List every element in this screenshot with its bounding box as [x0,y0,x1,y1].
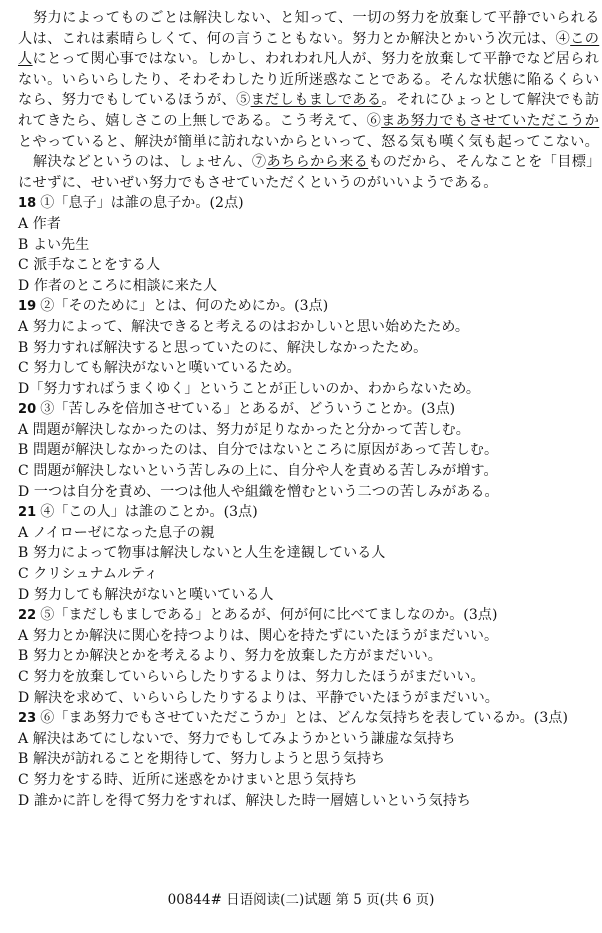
question-text: ⑥「まあ努力でもさせていただこうか」とは、どんな気持ちを表しているか。(3点) [40,710,569,727]
question-number: 22 [18,608,37,624]
answer-option: D「努力すればうまくゆく」ということが正しいのか、わからないため。 [18,380,480,397]
answer-option: B 解決が訪れることを期待して、努力しようと思う気持ち [18,751,386,768]
question-list [18,193,594,811]
passage-line [18,90,600,111]
answer-option: B 努力によって物事は解決しないと人生を達観している人 [18,545,386,562]
answer-option: A ノイローゼになった息子の親 [18,524,215,541]
passage-text: にせずに、せいぜい努力でもさせていただくというのがいいようである。 [18,174,498,191]
reading-passage [18,8,601,193]
exam-page [18,8,601,811]
question-number: 18 [18,196,37,212]
underlined-phrase-4: 人 [18,51,33,68]
passage-line [18,29,600,50]
answer-option: D 解決を求めて、いらいらしたりするよりは、平静でいたほうがまだいい。 [18,689,499,706]
answer-option: D 作者のところに相談に来た人 [18,277,218,294]
question-text: ②「そのために」とは、何のためにか。(3点) [40,298,329,315]
question-number: 20 [18,402,37,418]
passage-text: 。それにひょっとして解決でも訪 [381,92,600,109]
answer-option: A 問題が解決しなかったのは、努力が足りなかったと分かって苦しむ。 [18,421,470,438]
passage-line [18,111,600,132]
answer-option: D 一つは自分を責め、一つは他人や組織を憎むという二つの苦しみがある。 [18,483,499,500]
question-text: ④「この人」は誰のことか。(3点) [40,504,258,521]
answer-option: C 努力をする時、近所に迷惑をかけまいと思う気持ち [18,771,358,788]
question-text: ⑤「まだしもましである」とあるが、何が何に比べてましなのか。(3点) [40,607,498,624]
underlined-phrase-4: この [570,30,600,47]
answer-option: D 誰かに許しを得て努力をすれば、解決した時一層嬉しいという気持ち [18,792,471,809]
underlined-phrase-7: あちらから来る [266,154,369,171]
passage-line [18,173,594,194]
answer-option: A 努力とか解決に関心を持つよりは、関心を持たずにいたほうがまだいい。 [18,627,499,644]
answer-option: A 努力によって、解決できると考えるのはおかしいと思い始めたため。 [18,318,470,335]
question-number: 21 [18,505,37,521]
question-18-prompt [18,193,594,214]
underlined-phrase-6: まあ努力でもさせていただこうか [381,112,600,129]
answer-option: B 努力すれば解決すると思っていたのに、解決しなかったため。 [18,339,428,356]
passage-line [18,8,600,29]
question-number: 23 [18,711,37,727]
passage-text: にとって関心事ではない。しかし、われわれ凡人が、努力を放棄して平静でなど居られ [32,51,600,68]
passage-line [18,49,600,70]
passage-line [18,152,601,173]
answer-option: C 問題が解決しないという苦しみの上に、自分や人を責める苦しみが増す。 [18,463,498,480]
passage-line [18,70,600,91]
answer-option: C クリシュナムルティ [18,566,159,583]
question-text: ①「息子」は誰の息子か。(2点) [40,195,244,212]
passage-text: なら、努力でもしているほうが、⑤ [18,92,251,109]
question-text: ③「苦しみを倍加させている」とあるが、どういうことか。(3点) [40,401,456,418]
answer-option: C 派手なことをする人 [18,257,161,274]
passage-text: ない。いらいらしたり、そわそわしたり近所迷惑なことである。そんな状態に陥るくらい [18,71,600,88]
question-20-prompt [18,399,594,420]
passage-text: とやっていると、解決が簡単に訪れないからといって、怒る気も嘆く気も起ってこない。 [18,133,600,150]
question-number: 19 [18,299,37,315]
passage-line [18,132,600,153]
passage-text: 解決などというのは、しょせん、⑦ [33,154,267,171]
passage-text: 人は、これは素晴らしくて、何の言うこともない。努力とか解決とかいう次元は、④ [18,30,571,47]
question-23-prompt [18,708,594,729]
passage-text: 努力によってものごとは解決しない、と知って、一切の努力を放棄して平静でいられる [33,10,600,26]
answer-option: A 作者 [18,215,61,232]
answer-option: B 努力とか解決とかを考えるより、努力を放棄した方がまだいい。 [18,648,442,665]
underlined-phrase-5: まだしもましである [250,92,382,109]
question-19-prompt [18,296,594,317]
answer-option: B よい先生 [18,236,90,253]
passage-text: れてきたら、嬉しさこの上無しである。こう考えて、⑥ [18,112,382,129]
question-21-prompt [18,502,594,523]
answer-option: C 努力を放棄していらいらしたりするよりは、努力したほうがまだいい。 [18,669,485,685]
passage-text: ものだから、そんなことを「目標」 [368,154,601,171]
answer-option: A 解決はあてにしないで、努力でもしてみようかという謙虚な気持ち [18,730,456,747]
answer-option: C 努力しても解決がないと嘆いているため。 [18,360,301,377]
question-22-prompt [18,605,594,626]
answer-option: B 問題が解決しなかったのは、自分ではないところに原因があって苦しむ。 [18,442,499,459]
page-footer: 00844# 日语阅读(二)试题 第 5 页(共 6 页) [167,892,435,908]
answer-option: D 努力しても解決がないと嘆いている人 [18,586,274,603]
